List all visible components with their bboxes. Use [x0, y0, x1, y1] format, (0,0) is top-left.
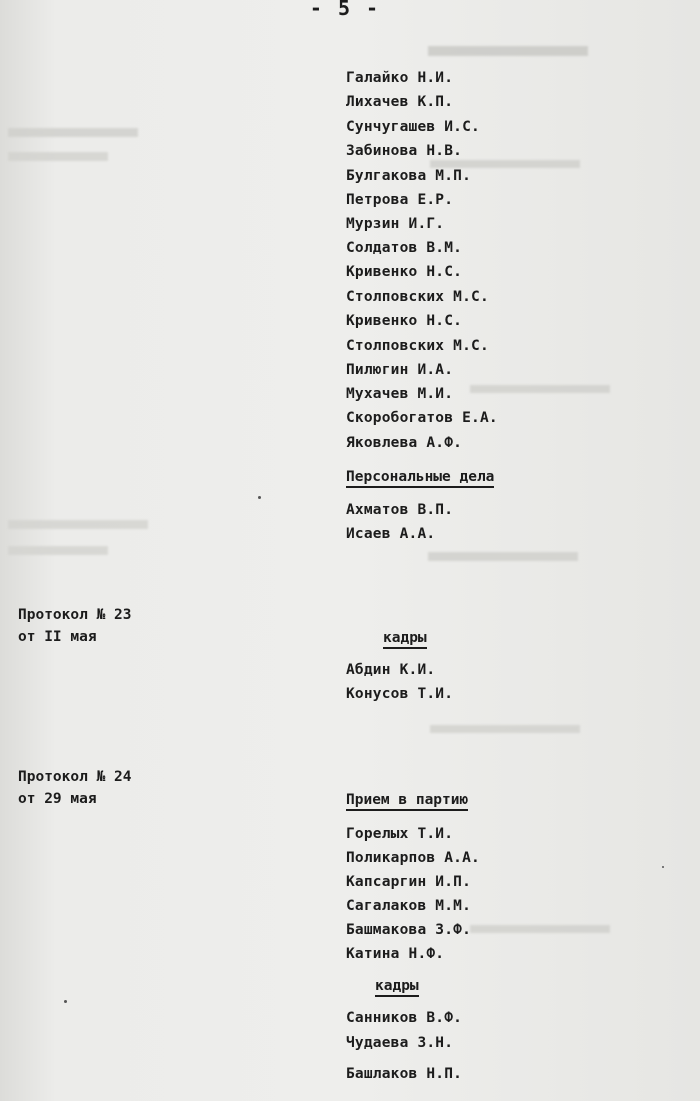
protocol-24-date: от 29 мая [18, 791, 97, 807]
protocol-23-date: от II мая [18, 629, 97, 645]
name-entry: Мухачев М.И. [346, 386, 454, 402]
protocol-24-label [18, 766, 132, 810]
name-entry: Кривенко Н.С. [346, 313, 463, 329]
section-heading-personal-cases: Персональные дела [346, 469, 494, 488]
scan-speck [258, 496, 261, 499]
section-heading-party-admission: Прием в партию [346, 792, 468, 811]
page-number: - 5 - [309, 0, 381, 20]
name-entry: Капсаргин И.П. [346, 874, 472, 890]
name-entry: Столповских М.С. [346, 289, 489, 305]
protocol-23-label [18, 604, 132, 648]
name-entry: Ахматов В.П. [346, 502, 454, 518]
bleed-through-mark [8, 152, 108, 161]
name-entry: Исаев А.А. [346, 526, 436, 542]
bleed-through-mark [470, 385, 610, 393]
name-entry: Пилюгин И.А. [346, 362, 454, 378]
name-entry: Абдин К.И. [346, 662, 436, 678]
scan-speck [662, 866, 664, 868]
name-entry: Сагалаков М.М. [346, 898, 472, 914]
bleed-through-mark [8, 546, 108, 555]
name-entry: Лихачев К.П. [346, 94, 454, 110]
name-entry: Мурзин И.Г. [346, 216, 445, 232]
name-entry: Катина Н.Ф. [346, 946, 445, 962]
bleed-through-mark [8, 520, 148, 529]
bleed-through-mark [428, 46, 588, 56]
name-entry: Башмакова З.Ф. [346, 922, 472, 938]
name-entry: Галайко Н.И. [346, 70, 454, 86]
name-entry: Башлаков Н.П. [346, 1066, 463, 1082]
name-entry: Санников В.Ф. [346, 1010, 463, 1026]
bleed-through-mark [8, 128, 138, 137]
bleed-through-mark [428, 552, 578, 561]
name-entry: Конусов Т.И. [346, 686, 454, 702]
name-entry: Поликарпов А.А. [346, 850, 480, 866]
bleed-through-mark [430, 160, 580, 168]
name-entry: Чудаева З.Н. [346, 1035, 454, 1051]
name-entry: Кривенко Н.С. [346, 264, 463, 280]
bleed-through-mark [430, 725, 580, 733]
name-entry: Солдатов В.М. [346, 240, 463, 256]
section-heading-cadres: кадры [383, 630, 427, 649]
name-entry: Сунчугашев И.С. [346, 119, 480, 135]
name-entry: Скоробогатов Е.А. [346, 410, 498, 426]
bleed-through-mark [470, 925, 610, 933]
protocol-24-number: Протокол № 24 [18, 769, 132, 785]
section-heading-cadres: кадры [375, 978, 419, 997]
scan-speck [64, 1000, 67, 1003]
name-entry: Петрова Е.Р. [346, 192, 454, 208]
name-entry: Забинова Н.В. [346, 143, 463, 159]
name-entry: Горелых Т.И. [346, 826, 454, 842]
protocol-23-number: Протокол № 23 [18, 607, 132, 623]
name-entry: Яковлева А.Ф. [346, 435, 463, 451]
name-entry: Булгакова М.П. [346, 168, 472, 184]
name-entry: Столповских М.С. [346, 338, 489, 354]
